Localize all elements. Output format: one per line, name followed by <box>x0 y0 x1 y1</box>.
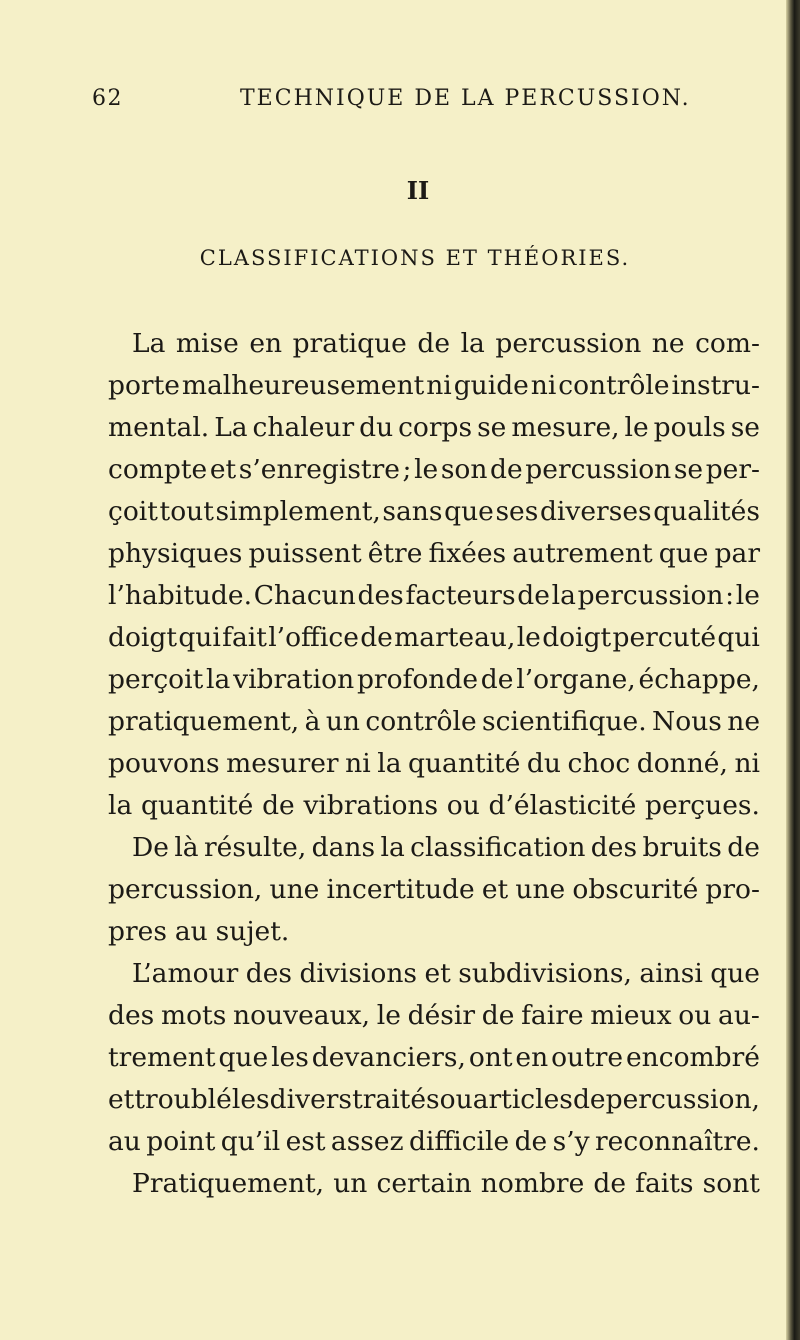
word: compte <box>108 454 208 485</box>
word: marteau, <box>394 622 516 653</box>
word: ni <box>734 748 760 779</box>
word: être <box>367 538 423 569</box>
word: à <box>304 706 321 737</box>
word: se <box>673 454 704 485</box>
word: choc <box>567 748 631 779</box>
word: Chacun <box>253 580 356 611</box>
word: vibration <box>233 664 355 695</box>
word: doigt <box>542 622 612 653</box>
word: sont <box>702 1168 760 1199</box>
word: quantité <box>141 790 254 821</box>
word: porte <box>108 370 180 401</box>
word: donné, <box>636 748 728 779</box>
word: des <box>590 832 638 863</box>
word: le <box>376 1000 401 1031</box>
word: faits <box>635 1168 694 1199</box>
running-title: TECHNIQUE DE LA PERCUSSION. <box>240 86 691 111</box>
word: de <box>727 832 760 863</box>
text-line <box>108 1121 760 1163</box>
word: la <box>108 790 133 821</box>
word: échappe, <box>638 664 760 695</box>
word: une <box>269 874 320 905</box>
word: au <box>108 1126 141 1157</box>
word: percussion <box>577 580 724 611</box>
word: de <box>360 622 393 653</box>
text-line <box>108 827 760 869</box>
word: la <box>377 748 402 779</box>
word: pouls <box>653 412 726 443</box>
word: ou <box>678 1000 712 1031</box>
word: contrôle <box>558 370 670 401</box>
word: s’y <box>552 1126 590 1157</box>
word: la <box>380 832 405 863</box>
text-line <box>108 701 760 743</box>
word: le <box>414 454 439 485</box>
word: divers <box>269 1084 353 1115</box>
word: pouvons <box>108 748 220 779</box>
word: com- <box>695 328 760 359</box>
text-line <box>108 1163 760 1205</box>
word: le <box>624 412 649 443</box>
running-head <box>92 86 742 118</box>
word: que <box>444 496 494 527</box>
word: désir <box>407 1000 476 1031</box>
word: un <box>333 1168 368 1199</box>
word: mieux <box>590 1000 672 1031</box>
text-line <box>108 743 760 785</box>
word: pro- <box>705 874 760 905</box>
word: l’habitude. <box>108 580 252 611</box>
word: ; <box>402 454 412 485</box>
word: La <box>132 328 166 359</box>
word: ou <box>439 1084 473 1115</box>
word: de <box>481 1000 515 1031</box>
word: certain <box>376 1168 472 1199</box>
word: mots <box>160 1000 227 1031</box>
word: percussion, <box>108 874 263 905</box>
word: Pratiquement, <box>132 1168 325 1199</box>
text-line <box>108 449 760 491</box>
word: de <box>514 1126 548 1157</box>
word: pres <box>108 916 167 947</box>
word: ni <box>345 748 371 779</box>
word: ne <box>727 706 760 737</box>
word: le <box>516 622 541 653</box>
word: et <box>108 1084 135 1115</box>
word: reconnaître. <box>595 1126 760 1157</box>
word: une <box>515 874 566 905</box>
word: perçues. <box>644 790 760 821</box>
word: qui <box>717 622 760 653</box>
word: mesure, <box>511 412 620 443</box>
word: incertitude <box>326 874 475 905</box>
text-line <box>108 323 760 365</box>
text-line <box>108 1037 760 1079</box>
text-line <box>108 533 760 575</box>
word: là <box>174 832 199 863</box>
word: La <box>214 412 248 443</box>
word: percuté <box>612 622 717 653</box>
word: par <box>714 538 760 569</box>
word: classification <box>410 832 586 863</box>
word: nouveaux, <box>233 1000 371 1031</box>
word: traités <box>352 1084 440 1115</box>
word: chaleur <box>252 412 355 443</box>
word: se <box>477 412 507 443</box>
word: au <box>174 916 208 947</box>
word: de <box>417 328 451 359</box>
word: mise <box>175 328 239 359</box>
word: ainsi <box>639 958 703 989</box>
page-number: 62 <box>92 86 123 111</box>
text-line <box>108 491 760 533</box>
word: quantité <box>408 748 521 779</box>
word: percussion, <box>605 1084 760 1115</box>
word: subdivisions, <box>458 958 632 989</box>
word: vibrations <box>303 790 439 821</box>
text-line <box>108 575 760 617</box>
word: point <box>146 1126 216 1157</box>
section-title: CLASSIFICATIONS ET THÉORIES. <box>199 246 631 270</box>
word: sujet. <box>215 916 290 947</box>
word: qui <box>178 622 221 653</box>
word: perçoit <box>108 664 204 695</box>
word: ni <box>530 370 557 401</box>
word: scientifique. <box>482 706 647 737</box>
word: Nous <box>652 706 722 737</box>
word: trement <box>108 1042 216 1073</box>
section-number: II <box>406 176 430 205</box>
text-line <box>108 785 760 827</box>
word: pratique <box>292 328 407 359</box>
word: la <box>206 664 231 695</box>
text-line <box>108 953 760 995</box>
word: instru- <box>671 370 760 401</box>
text-line <box>108 659 760 701</box>
word: difficile <box>408 1126 510 1157</box>
word: mental. <box>108 412 210 443</box>
text-line <box>108 995 760 1037</box>
word: De <box>132 832 169 863</box>
word: de <box>490 454 523 485</box>
word: devanciers, <box>311 1042 466 1073</box>
word: ont <box>468 1042 513 1073</box>
word: que <box>218 1042 269 1073</box>
word: tout <box>159 496 214 527</box>
word: doigt <box>108 622 178 653</box>
word: de <box>517 580 550 611</box>
word: les <box>231 1084 270 1115</box>
word: de <box>262 790 295 821</box>
word: du <box>526 748 561 779</box>
word: le <box>735 580 760 611</box>
word: qualités <box>653 496 760 527</box>
text-line <box>108 869 760 911</box>
word: ses <box>495 496 539 527</box>
word: diverses <box>539 496 652 527</box>
word: et <box>481 874 509 905</box>
word: au- <box>718 1000 760 1031</box>
word: nombre <box>480 1168 585 1199</box>
word: l’office <box>268 622 359 653</box>
word: et <box>424 958 451 989</box>
text-line <box>108 617 760 659</box>
word: de <box>593 1168 627 1199</box>
word: L’amour <box>132 958 239 989</box>
word: outre <box>551 1042 624 1073</box>
text-line <box>108 407 760 449</box>
word: puissent <box>248 538 362 569</box>
word: la <box>551 580 576 611</box>
word: la <box>460 328 485 359</box>
word: se <box>730 412 760 443</box>
word: articles <box>472 1084 573 1115</box>
word: résulte, <box>204 832 307 863</box>
word: faire <box>521 1000 584 1031</box>
word: est <box>285 1126 326 1157</box>
word: fait <box>222 622 267 653</box>
word: sans <box>382 496 443 527</box>
word: encombré <box>626 1042 760 1073</box>
word: autrement <box>512 538 653 569</box>
word: simplement, <box>215 496 381 527</box>
word: : <box>725 580 735 611</box>
body-text <box>108 323 760 1205</box>
word: l’organe, <box>516 664 636 695</box>
word: contrôle <box>365 706 477 737</box>
word: un <box>325 706 360 737</box>
text-line <box>108 365 760 407</box>
word: en <box>515 1042 549 1073</box>
text-line <box>108 1079 760 1121</box>
word: divisions <box>299 958 418 989</box>
word: que <box>658 538 709 569</box>
word: physiques <box>108 538 243 569</box>
word: en <box>249 328 283 359</box>
word: guide <box>453 370 529 401</box>
word: du <box>359 412 394 443</box>
word: çoit <box>108 496 158 527</box>
word: obscurité <box>572 874 699 905</box>
word: ne <box>651 328 685 359</box>
word: dans <box>311 832 376 863</box>
word: mesurer <box>226 748 339 779</box>
word: bruits <box>642 832 722 863</box>
word: les <box>271 1042 309 1073</box>
word: s’enregistre <box>238 454 400 485</box>
word: troublé <box>134 1084 232 1115</box>
word: des <box>357 580 404 611</box>
word: ni <box>426 370 452 401</box>
word: de <box>572 1084 606 1115</box>
word: qu’il <box>220 1126 281 1157</box>
word: assez <box>330 1126 404 1157</box>
word: percussion <box>525 454 672 485</box>
word: percussion <box>495 328 642 359</box>
word: malheureusement <box>181 370 425 401</box>
word: des <box>108 1000 155 1031</box>
word: corps <box>398 412 473 443</box>
word: son <box>440 454 488 485</box>
word: profonde <box>356 664 478 695</box>
word: et <box>209 454 237 485</box>
word: pratiquement, <box>108 706 300 737</box>
word: des <box>245 958 292 989</box>
word: facteurs <box>405 580 516 611</box>
text-line <box>108 911 760 953</box>
word: fixées <box>428 538 507 569</box>
word: de <box>480 664 514 695</box>
word: per- <box>705 454 760 485</box>
word: ou <box>446 790 480 821</box>
word: d’élasticité <box>488 790 637 821</box>
word: que <box>710 958 760 989</box>
